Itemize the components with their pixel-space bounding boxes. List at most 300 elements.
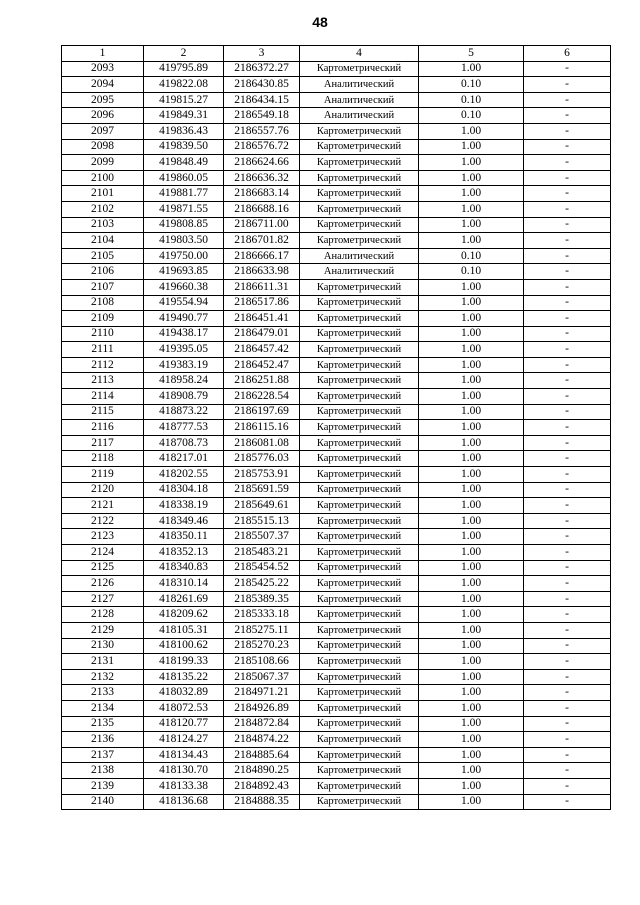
point-number-cell: 2117 [62,435,144,451]
x-coordinate-cell: 419881.77 [144,186,224,202]
x-coordinate-cell: 419750.00 [144,248,224,264]
note-cell: - [524,622,611,638]
x-coordinate-cell: 418310.14 [144,576,224,592]
table-row [62,373,611,389]
accuracy-cell: 1.00 [419,186,524,202]
accuracy-cell: 1.00 [419,763,524,779]
y-coordinate-cell: 2186683.14 [224,186,300,202]
point-number-cell: 2095 [62,92,144,108]
note-cell: - [524,326,611,342]
note-cell: - [524,108,611,124]
y-coordinate-cell: 2186636.32 [224,170,300,186]
table-row [62,311,611,327]
accuracy-cell: 0.10 [419,264,524,280]
table-row [62,638,611,654]
accuracy-cell: 1.00 [419,373,524,389]
method-cell: Картометрический [300,342,419,358]
point-number-cell: 2140 [62,794,144,810]
y-coordinate-cell: 2185454.52 [224,560,300,576]
note-cell: - [524,700,611,716]
table-row [62,498,611,514]
x-coordinate-cell: 418261.69 [144,591,224,607]
x-coordinate-cell: 418134.43 [144,747,224,763]
table-row [62,186,611,202]
table-row [62,217,611,233]
table-row [62,233,611,249]
y-coordinate-cell: 2186633.98 [224,264,300,280]
note-cell: - [524,248,611,264]
table-row [62,123,611,139]
table-row [62,467,611,483]
y-coordinate-cell: 2184890.25 [224,763,300,779]
point-number-cell: 2098 [62,139,144,155]
method-cell: Картометрический [300,732,419,748]
method-cell: Картометрический [300,155,419,171]
y-coordinate-cell: 2184874.22 [224,732,300,748]
point-number-cell: 2124 [62,545,144,561]
x-coordinate-cell: 418133.38 [144,778,224,794]
method-cell: Картометрический [300,513,419,529]
point-number-cell: 2100 [62,170,144,186]
method-cell: Картометрический [300,139,419,155]
note-cell: - [524,420,611,436]
point-number-cell: 2129 [62,622,144,638]
page-number: 48 [312,14,328,30]
accuracy-cell: 1.00 [419,747,524,763]
column-header: 3 [224,46,300,62]
x-coordinate-cell: 418105.31 [144,622,224,638]
accuracy-cell: 1.00 [419,498,524,514]
x-coordinate-cell: 419848.49 [144,155,224,171]
accuracy-cell: 1.00 [419,576,524,592]
y-coordinate-cell: 2185483.21 [224,545,300,561]
accuracy-cell: 1.00 [419,123,524,139]
method-cell: Картометрический [300,669,419,685]
x-coordinate-cell: 418130.70 [144,763,224,779]
point-number-cell: 2131 [62,654,144,670]
point-number-cell: 2106 [62,264,144,280]
note-cell: - [524,389,611,405]
accuracy-cell: 1.00 [419,201,524,217]
method-cell: Картометрический [300,747,419,763]
point-number-cell: 2109 [62,311,144,327]
method-cell: Картометрический [300,529,419,545]
method-cell: Картометрический [300,576,419,592]
point-number-cell: 2133 [62,685,144,701]
x-coordinate-cell: 419490.77 [144,311,224,327]
method-cell: Аналитический [300,92,419,108]
method-cell: Картометрический [300,357,419,373]
point-number-cell: 2099 [62,155,144,171]
accuracy-cell: 1.00 [419,654,524,670]
point-number-cell: 2112 [62,357,144,373]
x-coordinate-cell: 418209.62 [144,607,224,623]
note-cell: - [524,498,611,514]
table-row [62,77,611,93]
y-coordinate-cell: 2186666.17 [224,248,300,264]
table-row [62,61,611,77]
note-cell: - [524,591,611,607]
point-number-cell: 2121 [62,498,144,514]
table-row [62,607,611,623]
x-coordinate-cell: 418136.68 [144,794,224,810]
note-cell: - [524,311,611,327]
y-coordinate-cell: 2185270.23 [224,638,300,654]
x-coordinate-cell: 419395.05 [144,342,224,358]
x-coordinate-cell: 418304.18 [144,482,224,498]
note-cell: - [524,638,611,654]
method-cell: Картометрический [300,311,419,327]
accuracy-cell: 1.00 [419,170,524,186]
point-number-cell: 2119 [62,467,144,483]
table-row [62,482,611,498]
x-coordinate-cell: 419693.85 [144,264,224,280]
method-cell: Картометрический [300,233,419,249]
y-coordinate-cell: 2186197.69 [224,404,300,420]
point-number-cell: 2136 [62,732,144,748]
x-coordinate-cell: 418777.53 [144,420,224,436]
x-coordinate-cell: 418352.13 [144,545,224,561]
x-coordinate-cell: 419795.89 [144,61,224,77]
y-coordinate-cell: 2184872.84 [224,716,300,732]
accuracy-cell: 1.00 [419,732,524,748]
accuracy-cell: 1.00 [419,669,524,685]
table-row [62,545,611,561]
x-coordinate-cell: 419836.43 [144,123,224,139]
column-header: 4 [300,46,419,62]
method-cell: Картометрический [300,482,419,498]
point-number-cell: 2118 [62,451,144,467]
note-cell: - [524,467,611,483]
table-row [62,295,611,311]
accuracy-cell: 1.00 [419,545,524,561]
method-cell: Картометрический [300,186,419,202]
y-coordinate-cell: 2186624.66 [224,155,300,171]
point-number-cell: 2094 [62,77,144,93]
y-coordinate-cell: 2186557.76 [224,123,300,139]
y-coordinate-cell: 2186457.42 [224,342,300,358]
method-cell: Картометрический [300,451,419,467]
note-cell: - [524,763,611,779]
accuracy-cell: 1.00 [419,311,524,327]
method-cell: Картометрический [300,716,419,732]
note-cell: - [524,732,611,748]
column-header: 6 [524,46,611,62]
column-header: 2 [144,46,224,62]
y-coordinate-cell: 2186228.54 [224,389,300,405]
y-coordinate-cell: 2186081.08 [224,435,300,451]
y-coordinate-cell: 2186479.01 [224,326,300,342]
note-cell: - [524,92,611,108]
table-row [62,420,611,436]
method-cell: Картометрический [300,685,419,701]
y-coordinate-cell: 2184888.35 [224,794,300,810]
point-number-cell: 2103 [62,217,144,233]
note-cell: - [524,545,611,561]
point-number-cell: 2137 [62,747,144,763]
note-cell: - [524,669,611,685]
note-cell: - [524,716,611,732]
y-coordinate-cell: 2185649.61 [224,498,300,514]
x-coordinate-cell: 419438.17 [144,326,224,342]
accuracy-cell: 0.10 [419,108,524,124]
accuracy-cell: 1.00 [419,404,524,420]
table-row [62,576,611,592]
y-coordinate-cell: 2185776.03 [224,451,300,467]
coordinates-table [61,45,611,810]
x-coordinate-cell: 418340.83 [144,560,224,576]
method-cell: Картометрический [300,435,419,451]
method-cell: Картометрический [300,794,419,810]
note-cell: - [524,607,611,623]
point-number-cell: 2130 [62,638,144,654]
y-coordinate-cell: 2185389.35 [224,591,300,607]
method-cell: Картометрический [300,217,419,233]
accuracy-cell: 1.00 [419,342,524,358]
table-row [62,732,611,748]
x-coordinate-cell: 418202.55 [144,467,224,483]
point-number-cell: 2093 [62,61,144,77]
note-cell: - [524,186,611,202]
point-number-cell: 2126 [62,576,144,592]
table-row [62,201,611,217]
method-cell: Картометрический [300,763,419,779]
y-coordinate-cell: 2186688.16 [224,201,300,217]
note-cell: - [524,529,611,545]
note-cell: - [524,435,611,451]
y-coordinate-cell: 2186430.85 [224,77,300,93]
accuracy-cell: 1.00 [419,482,524,498]
note-cell: - [524,170,611,186]
accuracy-cell: 1.00 [419,295,524,311]
accuracy-cell: 1.00 [419,591,524,607]
x-coordinate-cell: 418708.73 [144,435,224,451]
point-number-cell: 2108 [62,295,144,311]
accuracy-cell: 1.00 [419,513,524,529]
note-cell: - [524,217,611,233]
table-row [62,389,611,405]
accuracy-cell: 1.00 [419,638,524,654]
x-coordinate-cell: 418100.62 [144,638,224,654]
method-cell: Картометрический [300,170,419,186]
note-cell: - [524,747,611,763]
note-cell: - [524,264,611,280]
accuracy-cell: 1.00 [419,794,524,810]
method-cell: Картометрический [300,700,419,716]
table-row [62,685,611,701]
accuracy-cell: 1.00 [419,529,524,545]
note-cell: - [524,233,611,249]
x-coordinate-cell: 418350.11 [144,529,224,545]
y-coordinate-cell: 2186701.82 [224,233,300,249]
y-coordinate-cell: 2185753.91 [224,467,300,483]
table-row [62,529,611,545]
method-cell: Картометрический [300,420,419,436]
point-number-cell: 2132 [62,669,144,685]
y-coordinate-cell: 2184892.43 [224,778,300,794]
accuracy-cell: 0.10 [419,248,524,264]
point-number-cell: 2105 [62,248,144,264]
note-cell: - [524,61,611,77]
table-row [62,108,611,124]
y-coordinate-cell: 2184971.21 [224,685,300,701]
note-cell: - [524,482,611,498]
note-cell: - [524,451,611,467]
x-coordinate-cell: 419383.19 [144,357,224,373]
y-coordinate-cell: 2186451.41 [224,311,300,327]
accuracy-cell: 1.00 [419,61,524,77]
table-row [62,435,611,451]
point-number-cell: 2115 [62,404,144,420]
accuracy-cell: 1.00 [419,233,524,249]
x-coordinate-cell: 418135.22 [144,669,224,685]
method-cell: Картометрический [300,201,419,217]
method-cell: Аналитический [300,248,419,264]
table-row [62,248,611,264]
y-coordinate-cell: 2186372.27 [224,61,300,77]
note-cell: - [524,560,611,576]
y-coordinate-cell: 2185108.66 [224,654,300,670]
note-cell: - [524,404,611,420]
accuracy-cell: 1.00 [419,279,524,295]
method-cell: Картометрический [300,545,419,561]
method-cell: Картометрический [300,389,419,405]
table-row [62,763,611,779]
table-row [62,155,611,171]
x-coordinate-cell: 419660.38 [144,279,224,295]
x-coordinate-cell: 418199.33 [144,654,224,670]
accuracy-cell: 0.10 [419,77,524,93]
point-number-cell: 2096 [62,108,144,124]
column-header: 1 [62,46,144,62]
method-cell: Картометрический [300,622,419,638]
y-coordinate-cell: 2186711.00 [224,217,300,233]
point-number-cell: 2110 [62,326,144,342]
y-coordinate-cell: 2186517.86 [224,295,300,311]
x-coordinate-cell: 419815.27 [144,92,224,108]
y-coordinate-cell: 2185515.13 [224,513,300,529]
table-row [62,451,611,467]
point-number-cell: 2135 [62,716,144,732]
x-coordinate-cell: 419839.50 [144,139,224,155]
accuracy-cell: 1.00 [419,607,524,623]
x-coordinate-cell: 418873.22 [144,404,224,420]
table-row [62,513,611,529]
method-cell: Картометрический [300,61,419,77]
accuracy-cell: 1.00 [419,716,524,732]
accuracy-cell: 1.00 [419,685,524,701]
method-cell: Картометрический [300,607,419,623]
table-header-row [62,46,611,62]
y-coordinate-cell: 2184885.64 [224,747,300,763]
method-cell: Картометрический [300,498,419,514]
note-cell: - [524,123,611,139]
accuracy-cell: 1.00 [419,139,524,155]
table-row [62,279,611,295]
point-number-cell: 2134 [62,700,144,716]
accuracy-cell: 1.00 [419,560,524,576]
y-coordinate-cell: 2184926.89 [224,700,300,716]
column-header: 5 [419,46,524,62]
y-coordinate-cell: 2186549.18 [224,108,300,124]
y-coordinate-cell: 2186434.15 [224,92,300,108]
x-coordinate-cell: 418958.24 [144,373,224,389]
x-coordinate-cell: 418124.27 [144,732,224,748]
accuracy-cell: 0.10 [419,92,524,108]
y-coordinate-cell: 2185691.59 [224,482,300,498]
point-number-cell: 2114 [62,389,144,405]
x-coordinate-cell: 418338.19 [144,498,224,514]
method-cell: Картометрический [300,326,419,342]
x-coordinate-cell: 418908.79 [144,389,224,405]
y-coordinate-cell: 2186576.72 [224,139,300,155]
note-cell: - [524,778,611,794]
x-coordinate-cell: 418349.46 [144,513,224,529]
point-number-cell: 2128 [62,607,144,623]
method-cell: Картометрический [300,123,419,139]
table-row [62,669,611,685]
x-coordinate-cell: 419871.55 [144,201,224,217]
accuracy-cell: 1.00 [419,217,524,233]
method-cell: Картометрический [300,373,419,389]
note-cell: - [524,654,611,670]
table-row [62,700,611,716]
table-row [62,139,611,155]
method-cell: Аналитический [300,77,419,93]
accuracy-cell: 1.00 [419,155,524,171]
y-coordinate-cell: 2185067.37 [224,669,300,685]
table-row [62,747,611,763]
table-row [62,794,611,810]
x-coordinate-cell: 419808.85 [144,217,224,233]
table-row [62,342,611,358]
note-cell: - [524,342,611,358]
accuracy-cell: 1.00 [419,778,524,794]
method-cell: Аналитический [300,264,419,280]
point-number-cell: 2107 [62,279,144,295]
y-coordinate-cell: 2185507.37 [224,529,300,545]
x-coordinate-cell: 419554.94 [144,295,224,311]
note-cell: - [524,279,611,295]
method-cell: Картометрический [300,404,419,420]
point-number-cell: 2116 [62,420,144,436]
note-cell: - [524,794,611,810]
method-cell: Картометрический [300,295,419,311]
table-row [62,716,611,732]
table-row [62,92,611,108]
table-row [62,591,611,607]
x-coordinate-cell: 418217.01 [144,451,224,467]
x-coordinate-cell: 418032.89 [144,685,224,701]
x-coordinate-cell: 419849.31 [144,108,224,124]
method-cell: Картометрический [300,778,419,794]
accuracy-cell: 1.00 [419,435,524,451]
method-cell: Картометрический [300,638,419,654]
method-cell: Картометрический [300,654,419,670]
method-cell: Картометрический [300,560,419,576]
note-cell: - [524,295,611,311]
y-coordinate-cell: 2186452.47 [224,357,300,373]
accuracy-cell: 1.00 [419,467,524,483]
point-number-cell: 2102 [62,201,144,217]
point-number-cell: 2127 [62,591,144,607]
method-cell: Аналитический [300,108,419,124]
y-coordinate-cell: 2185425.22 [224,576,300,592]
method-cell: Картометрический [300,467,419,483]
point-number-cell: 2120 [62,482,144,498]
point-number-cell: 2113 [62,373,144,389]
table-row [62,264,611,280]
